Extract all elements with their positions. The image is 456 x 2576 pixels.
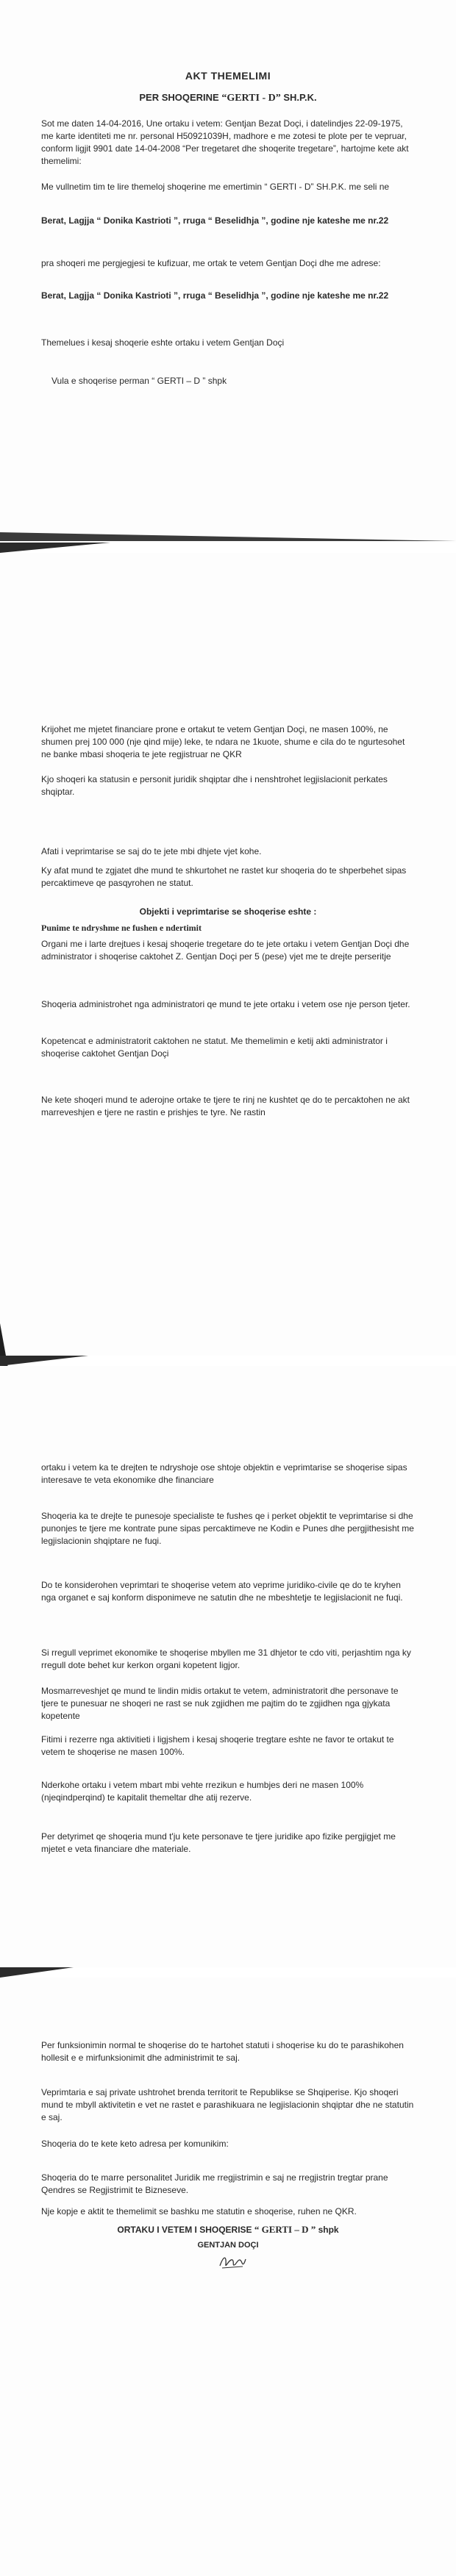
seat-address: Berat, Lagjja “ Donika Kastrioti ”, rruga “ Beselidhja ”, godine nje kateshe me nr.22	[41, 215, 389, 226]
liability-paragraph: pra shoqeri me pergjegjesi te kufizuar, me ortak te vetem Gentjan Doçi dhe me adrese:	[41, 258, 381, 268]
communication-paragraph: Shoqeria do te kete keto adresa per komunikim:	[41, 2139, 229, 2149]
new-partners-paragraph: Ne kete shoqeri mund te aderojne ortake te tjere te rinj ne kushtet qe do te percaktohen ne akt marreveshjen e tjere ne rastin e prishjes te tyre. Ne rastin	[41, 1095, 410, 1117]
company-name: “GERTI - D”	[221, 93, 281, 104]
registration-paragraph: Shoqeria do te marre personalitet Juridik me rregjistrimin e saj ne rregjistrin tregtar prane Qendres se Regjistrimit te Bizneseve.	[41, 2172, 388, 2195]
closing-line	[29, 2223, 427, 2236]
disputes-paragraph: Mosmarreveshjet qe mund te lindin midis ortakut te vetem, administratorit dhe personave te tjere te punesuar ne shoqeri ne rast se nuk zgjidhen me pajtim do te zgjidhen nga gjykata kopetente	[41, 1686, 399, 1721]
obligations-paragraph: Per detyrimet qe shoqeria mund t'ju kete personave te tjere juridike apo fizike pergjigjet me mjetet e veta financiare dhe materiale.	[41, 1831, 396, 1854]
territory-paragraph: Veprimtaria e saj private ushtrohet brenda territorit te Republikse se Shqiperise. Kjo shoqeri mund te mbyll aktivitetin e vet ne rastet e parashikuara ne legjislacionin shqiptar dhe ne statutin e saj.	[41, 2087, 414, 2122]
statute-paragraph: Per funksionimin normal te shoqerise do te hartohet statuti i shoqerise ku do te parashikohen hollesit e e mirfunksionimit dhe administrimit te saj.	[41, 2040, 404, 2063]
civil-acts-paragraph: Do te konsiderohen veprimtari te shoqerise vetem ato veprime juridiko-civile qe do te kryhen nga organet e saj konform disponimeve ne satutin dhe ne mbeshtetje te legjislacionit ne fuqi.	[41, 1580, 403, 1603]
founder-paragraph: Themelues i kesaj shoqerie eshte ortaku i vetem Gentjan Doçi	[41, 337, 285, 348]
signer-name: GENTJAN DOÇI	[197, 2241, 259, 2250]
document-page-3	[0, 1366, 456, 1967]
profit-paragraph: Fitimi i rezerre nga aktivitieti i ligjshem i kesaj shoqerie tregtare eshte ne favor te ortakut te vetem te shoqerise ne masen 100%.	[41, 1734, 394, 1757]
stamp-paragraph: Vula e shoqerise perman “ GERTI – D ” shpk	[51, 376, 227, 386]
administration-paragraph: Shoqeria administrohet nga administratori qe mund te jete ortaku i vetem ose nje person tjeter.	[41, 999, 410, 1009]
document-page-1	[0, 0, 456, 543]
document-subtitle	[29, 91, 427, 104]
document-title: AKT THEMELIMI	[185, 70, 271, 82]
copy-paragraph: Nje kopje e aktit te themelimit se bashku me statutin e shoqerise, ruhen ne QKR.	[41, 2206, 357, 2217]
competences-paragraph: Kopetencat e administratorit caktohen ne statut. Me themelimin e ketij akti administrator i shoqerise caktohet Gentjan Doçi	[41, 1036, 388, 1059]
scan-edge-shadow	[0, 532, 456, 541]
objective-heading: Objekti i veprimtarise se shoqerise eshte :	[139, 906, 317, 917]
document-page-4	[0, 1978, 456, 2576]
subtitle-prefix: PER SHOQERINE	[139, 92, 222, 103]
company-address: Berat, Lagjja “ Donika Kastrioti ”, rruga “ Beselidhja ”, godine nje kateshe me nr.22	[41, 290, 389, 301]
scan-edge-shadow	[0, 1967, 74, 1978]
employment-paragraph: Shoqeria ka te drejte te punesoje specialiste te fushes qe i perket objektit te veprimtarise si dhe punonjes te tjere me kontrate pune sipas percaktimeve ne Kodin e Punes dhe pergjithesisht me legjislacionin shqiptare ne fuqi.	[41, 1511, 414, 1546]
objective-subheading: Punime te ndryshme ne fushen e ndertimit	[41, 923, 202, 933]
term-extension-paragraph: Ky afat mund te zgjatet dhe mund te shkurtohet ne rastet kur shoqeria do te shperbehet sipas percaktimeve qe pasqyrohen ne statut.	[41, 865, 407, 888]
capital-paragraph: Krijohet me mjetet financiare prone e ortakut te vetem Gentjan Doçi, ne masen 100%, ne shumen prej 100 000 (nje qind mije) leke, te ndara ne 1kuote, shume e cila do te ngurtesohet ne banke mbasi shoqeria te jete regjistruar ne QKR	[41, 724, 405, 759]
loss-risk-paragraph: Nderkohe ortaku i vetem mbart mbi vehte rrezikun e humbjes deri ne masen 100% (njeqindperqind) te kapitalit themeltar dhe atij rezerve.	[41, 1780, 364, 1803]
founding-paragraph: Me vullnetim tim te lire themeloj shoqerine me emertimin “ GERTI - D” SH.P.K. me seli ne	[41, 182, 390, 192]
fiscal-year-paragraph: Si rregull veprimet ekonomike te shoqerise mbyllen me 31 dhjetor te cdo viti, perjashtim nga ky rregull dote behet kur kerkon organi kopetent ligjor.	[41, 1647, 411, 1670]
intro-paragraph: Sot me daten 14-04-2016, Une ortaku i vetem: Gentjan Bezat Doçi, i datelindjes 22-09-1975, me karte identiteti me nr. personal H50921039H, madhore e me zotesi te plote per te vepruar, conform ligjit 9901 date 14-04-2008 “Per tregetaret dhe shoqerite tregetare”, hartojme kete akt themelimi:	[41, 118, 409, 166]
objective-change-paragraph: ortaku i vetem ka te drejten te ndryshoje ose shtoje objektin e veprimtarise se shoqerise sipas interesave te veta ekonomike dhe financiare	[41, 1462, 407, 1485]
closing-company: “ GERTI – D ”	[254, 2224, 316, 2235]
scan-edge-shadow	[0, 543, 110, 553]
legal-status-paragraph: Kjo shoqeri ka statusin e personit juridik shqiptar dhe i nenshtrohet legjislacionit perkates shqiptar.	[41, 774, 388, 797]
scan-edge-shadow	[0, 1356, 88, 1366]
closing-suffix: shpk	[316, 2225, 339, 2235]
closing-prefix: ORTAKU I VETEM I SHOQERISE	[117, 2225, 254, 2235]
governance-paragraph: Organi me i larte drejtues i kesaj shoqerie tregetare do te jete ortaku i vetem Gentjan Doçi dhe administrator i shoqerise caktohet Z. Gentjan Doçi per 5 (pese) vjet me te drejte perseritje	[41, 939, 410, 962]
term-paragraph: Afati i veprimtarise se saj do te jete mbi dhjete vjet kohe.	[41, 846, 262, 856]
document-page-2	[0, 553, 456, 1356]
handwritten-signature	[218, 2253, 247, 2272]
subtitle-suffix: SH.P.K.	[280, 92, 317, 103]
